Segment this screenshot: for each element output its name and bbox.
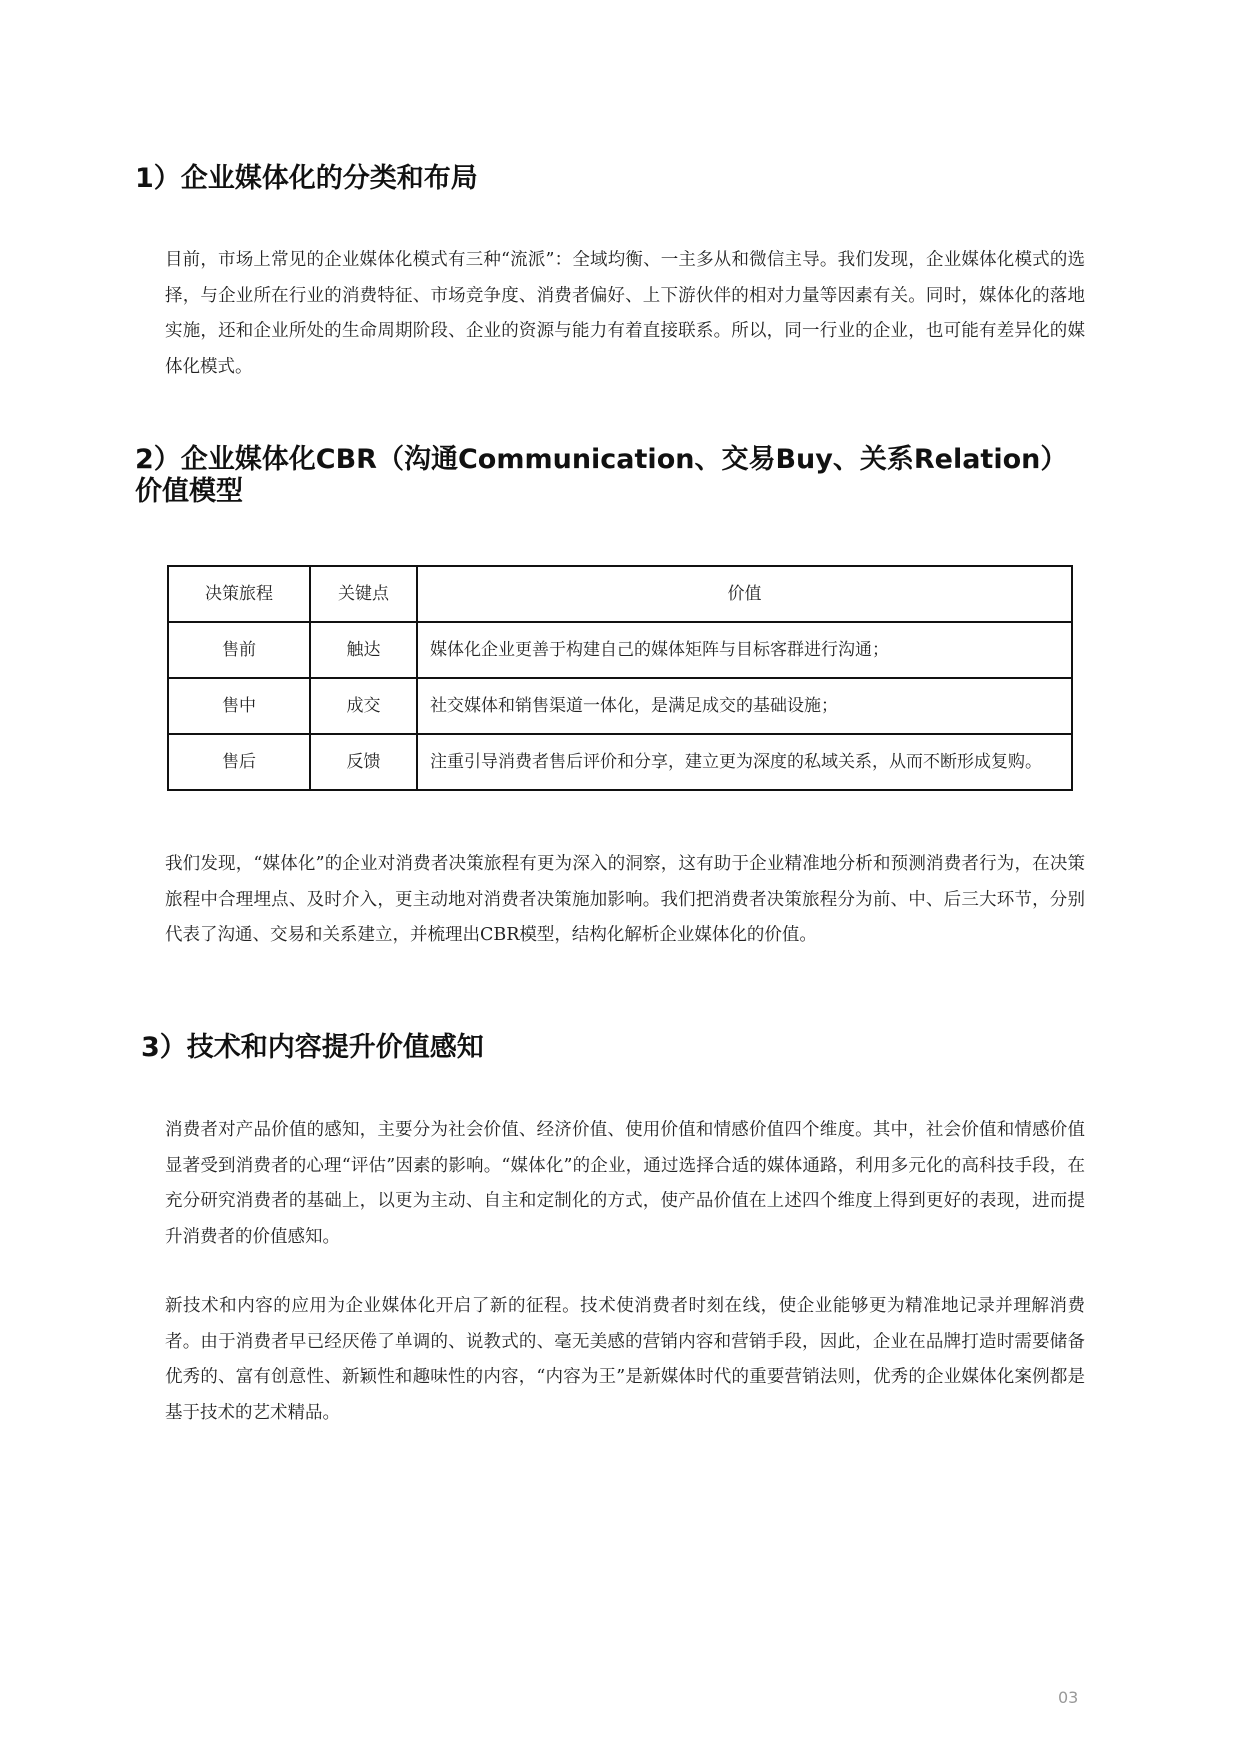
paragraph-2: 我们发现，“媒体化”的企业对消费者决策旅程有更为深入的洞察，这有助于企业精准地分析和预测消费者行为，在决策旅程中合理埋点、及时介入，更主动地对消费者决策施加影响。我们把消费者决策旅程分为前、中、后三大环节，分别代表了沟通、交易和关系建立，并梳理出CBR模型，结构化解析企业媒体化的价值。 [165,854,1085,945]
header-decision-journey: 决策旅程 [168,566,310,622]
table-cell: 社交媒体和销售渠道一体化，是满足成交的基础设施； [417,678,1072,734]
table-row [168,678,1072,734]
table-cell: 反馈 [310,734,417,790]
table-cell: 触达 [310,622,417,678]
section-heading-3: 3）技术和内容提升价值感知 [141,1032,484,1063]
header-value: 价值 [417,566,1072,622]
table-header-row [168,566,1072,622]
table-cell: 注重引导消费者售后评价和分享，建立更为深度的私域关系，从而不断形成复购。 [417,734,1072,790]
page-number: 03 [1058,1688,1079,1707]
paragraph-4: 新技术和内容的应用为企业媒体化开启了新的征程。技术使消费者时刻在线，使企业能够更为精准地记录并理解消费者。由于消费者早已经厌倦了单调的、说教式的、毫无美感的营销内容和营销手段，因此，企业在品牌打造时需要储备优秀的、富有创意性、新颖性和趣味性的内容，“内容为王”是新媒体时代的重要营销法则，优秀的企业媒体化案例都是基于技术的艺术精品。 [165,1296,1085,1423]
table-cell: 售中 [168,678,310,734]
paragraph-1: 目前，市场上常见的企业媒体化模式有三种“流派”：全域均衡、一主多从和微信主导。我们发现，企业媒体化模式的选择，与企业所在行业的消费特征、市场竞争度、消费者偏好、上下游伙伴的相对力量等因素有关。同时，媒体化的落地实施，还和企业所处的生命周期阶段、企业的资源与能力有着直接联系。所以，同一行业的企业，也可能有差异化的媒体化模式。 [165,250,1085,377]
table-row [168,734,1072,790]
table-cell: 售前 [168,622,310,678]
table-cell: 媒体化企业更善于构建自己的媒体矩阵与目标客群进行沟通； [417,622,1072,678]
table-cell: 成交 [310,678,417,734]
table-cell: 售后 [168,734,310,790]
section-heading-1: 1）企业媒体化的分类和布局 [135,163,478,194]
table-row [168,622,1072,678]
cbr-value-table [167,565,1073,791]
section-heading-2: 2）企业媒体化CBR（沟通Communication、交易Buy、关系Relation）价值模型 [135,444,1068,507]
header-key-point: 关键点 [310,566,417,622]
paragraph-3: 消费者对产品价值的感知，主要分为社会价值、经济价值、使用价值和情感价值四个维度。其中，社会价值和情感价值显著受到消费者的心理“评估”因素的影响。“媒体化”的企业，通过选择合适的媒体通路，利用多元化的高科技手段，在充分研究消费者的基础上，以更为主动、自主和定制化的方式，使产品价值在上述四个维度上得到更好的表现，进而提升消费者的价值感知。 [165,1120,1085,1247]
